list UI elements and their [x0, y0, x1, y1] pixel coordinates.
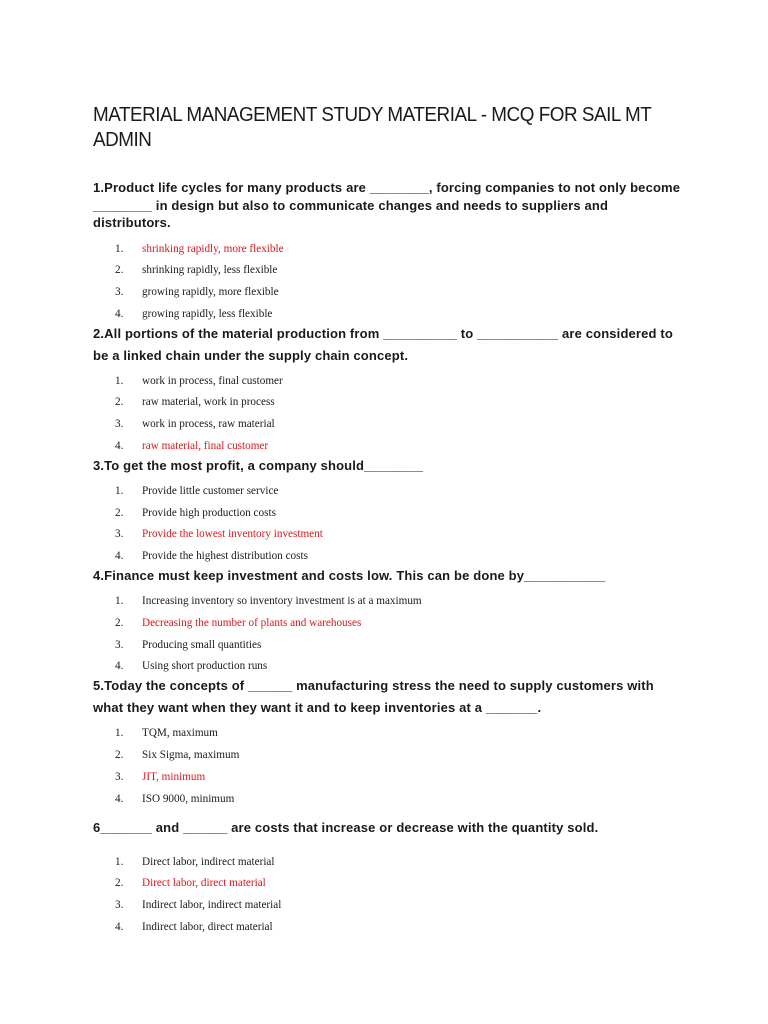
option-item — [93, 374, 683, 388]
option-item — [93, 616, 683, 630]
option-number: 1. — [115, 595, 124, 608]
option-number: 2. — [115, 396, 124, 409]
option-item — [93, 792, 683, 806]
page-title: MATERIAL MANAGEMENT STUDY MATERIAL - MCQ FOR SAIL MT ADMIN — [93, 103, 652, 151]
option-text: growing rapidly, more flexible — [142, 286, 279, 299]
option-number: 3. — [115, 286, 124, 299]
options-list-4 — [93, 594, 683, 673]
option-text: shrinking rapidly, more flexible — [142, 242, 284, 255]
options-list-3 — [93, 484, 683, 563]
option-item — [93, 242, 683, 256]
option-text: raw material, work in process — [142, 396, 275, 409]
option-text: Direct labor, indirect material — [142, 855, 275, 868]
option-item — [93, 898, 683, 912]
option-text: Increasing inventory so inventory investment is at a maximum — [142, 595, 422, 608]
option-item — [93, 285, 683, 299]
option-number: 1. — [115, 727, 124, 740]
option-number: 2. — [115, 506, 124, 519]
option-number: 3. — [115, 638, 124, 651]
option-text: Indirect labor, indirect material — [142, 899, 282, 912]
option-number: 3. — [115, 528, 124, 541]
option-number: 2. — [115, 877, 124, 890]
option-number: 4. — [115, 660, 124, 673]
option-item — [93, 439, 683, 453]
option-number: 1. — [115, 484, 124, 497]
question-4: 4.Finance must keep investment and costs low. This can be done by___________ — [93, 568, 606, 584]
option-number: 4. — [115, 792, 124, 805]
question-3: 3.To get the most profit, a company should________ — [93, 457, 424, 473]
option-item — [93, 263, 683, 277]
option-text: Decreasing the number of plants and warehouses — [142, 616, 362, 629]
option-text: Provide the highest distribution costs — [142, 550, 308, 563]
options-list-1 — [93, 242, 683, 321]
option-item — [93, 770, 683, 784]
options-list-5 — [93, 726, 683, 805]
question-2: 2.All portions of the material production from __________ to ___________ are considered to be a linked chain under the supply chain concept. — [93, 325, 673, 363]
option-item — [93, 506, 683, 520]
option-number: 4. — [115, 307, 124, 320]
question-6: 6_______ and ______ are costs that increase or decrease with the quantity sold. — [93, 819, 599, 835]
question-1: 1.Product life cycles for many products are ________, forcing companies to not only become ________ in design but also to communicate changes and needs to suppliers and distributors. — [93, 180, 681, 230]
document-page — [93, 102, 683, 942]
option-text: Provide high production costs — [142, 506, 276, 519]
option-number: 3. — [115, 418, 124, 431]
option-text: Provide the lowest inventory investment — [142, 528, 323, 541]
option-text: raw material, final customer — [142, 440, 269, 453]
option-number: 2. — [115, 264, 124, 277]
option-text: Using short production runs — [142, 660, 268, 673]
option-item — [93, 726, 683, 740]
option-text: Direct labor, direct material — [142, 877, 266, 890]
option-text: Provide little customer service — [142, 484, 279, 497]
option-text: TQM, maximum — [142, 727, 218, 740]
option-number: 3. — [115, 770, 124, 783]
option-item — [93, 855, 683, 869]
option-text: shrinking rapidly, less flexible — [142, 264, 278, 277]
option-item — [93, 484, 683, 498]
options-list-2 — [93, 374, 683, 453]
options-list-6 — [93, 855, 683, 934]
option-text: work in process, raw material — [142, 418, 275, 431]
option-number: 4. — [115, 440, 124, 453]
option-item — [93, 594, 683, 608]
option-text: Indirect labor, direct material — [142, 921, 273, 934]
option-number: 1. — [115, 242, 124, 255]
option-text: growing rapidly, less flexible — [142, 307, 273, 320]
question-5: 5.Today the concepts of ______ manufacturing stress the need to supply customers with what they want when they want it and to keep inventories at a _______. — [93, 678, 654, 716]
option-text: work in process, final customer — [142, 374, 283, 387]
option-item — [93, 527, 683, 541]
option-item — [93, 549, 683, 563]
option-item — [93, 417, 683, 431]
option-number: 4. — [115, 921, 124, 934]
option-item — [93, 307, 683, 321]
option-number: 3. — [115, 899, 124, 912]
option-item — [93, 748, 683, 762]
option-number: 2. — [115, 616, 124, 629]
option-text: Six Sigma, maximum — [142, 749, 240, 762]
option-number: 2. — [115, 749, 124, 762]
option-item — [93, 876, 683, 890]
option-item — [93, 395, 683, 409]
option-text: JIT, minimum — [142, 770, 206, 783]
option-number: 1. — [115, 855, 124, 868]
option-text: Producing small quantities — [142, 638, 262, 651]
option-item — [93, 638, 683, 652]
option-item — [93, 920, 683, 934]
option-number: 4. — [115, 550, 124, 563]
option-item — [93, 659, 683, 673]
option-number: 1. — [115, 374, 124, 387]
option-text: ISO 9000, minimum — [142, 792, 235, 805]
